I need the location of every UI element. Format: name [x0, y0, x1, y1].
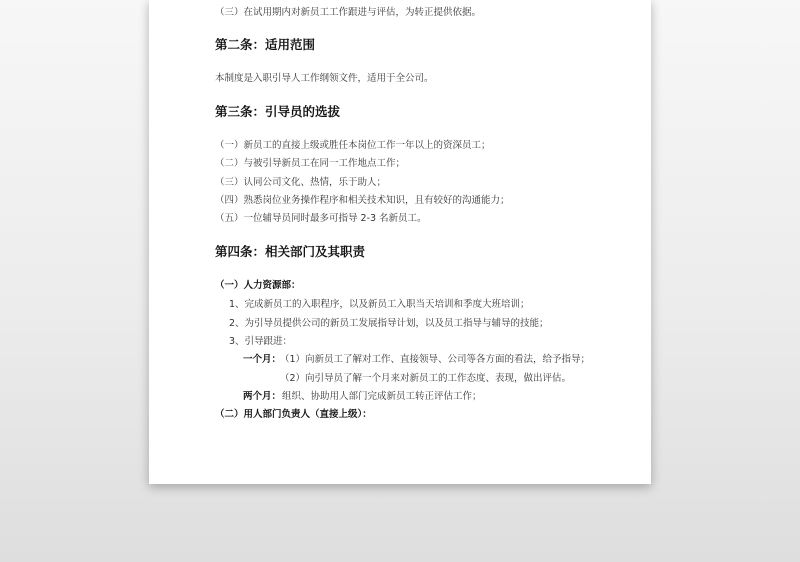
- section-3-item-1: （一）新员工的直接上级或胜任本岗位工作一年以上的资深员工；: [215, 140, 491, 151]
- month-1-line-2: （2）向引导员了解一个月来对新员工的工作态度、表现，做出评估。: [280, 373, 572, 384]
- section-2-body: 本制度是入职引导人工作纲领文件，适用于全公司。: [215, 73, 434, 84]
- month-2-label: 两个月：: [243, 391, 282, 402]
- section-2-heading: 第二条：适用范围: [215, 37, 316, 52]
- month-2-text: 组织、协助用人部门完成新员工转正评估工作；: [282, 391, 482, 402]
- section-3-item-2: （二）与被引导新员工在同一工作地点工作；: [215, 158, 406, 169]
- sub-1-item-1: 1、完成新员工的入职程序，以及新员工入职当天培训和季度大班培训；: [229, 299, 530, 310]
- document-page: [149, 0, 651, 484]
- intro-line: （三）在试用期内对新员工工作跟进与评估，为转正提供依据。: [215, 7, 482, 18]
- section-3-item-3: （三）认同公司文化、热情，乐于助人；: [215, 177, 387, 188]
- sub-section-1-title: （一）人力资源部：: [215, 280, 301, 291]
- section-3-item-5: （五）一位辅导员同时最多可指导 2-3 名新员工。: [215, 213, 427, 224]
- section-4-heading: 第四条：相关部门及其职责: [215, 244, 366, 259]
- section-3-heading: 第三条：引导员的选拔: [215, 104, 341, 119]
- month-1-line-1: （1）向新员工了解对工作、直接领导、公司等各方面的看法，给予指导；: [280, 354, 591, 365]
- sub-1-item-3: 3、引导跟进：: [229, 336, 293, 347]
- section-3-item-4: （四）熟悉岗位业务操作程序和相关技术知识，且有较好的沟通能力；: [215, 195, 510, 206]
- month-1-label: 一个月：: [243, 354, 282, 365]
- sub-section-2-title: （二）用人部门负责人（直接上级）：: [215, 409, 372, 420]
- sub-1-item-2: 2、为引导员提供公司的新员工发展指导计划，以及员工指导与辅导的技能；: [229, 318, 549, 329]
